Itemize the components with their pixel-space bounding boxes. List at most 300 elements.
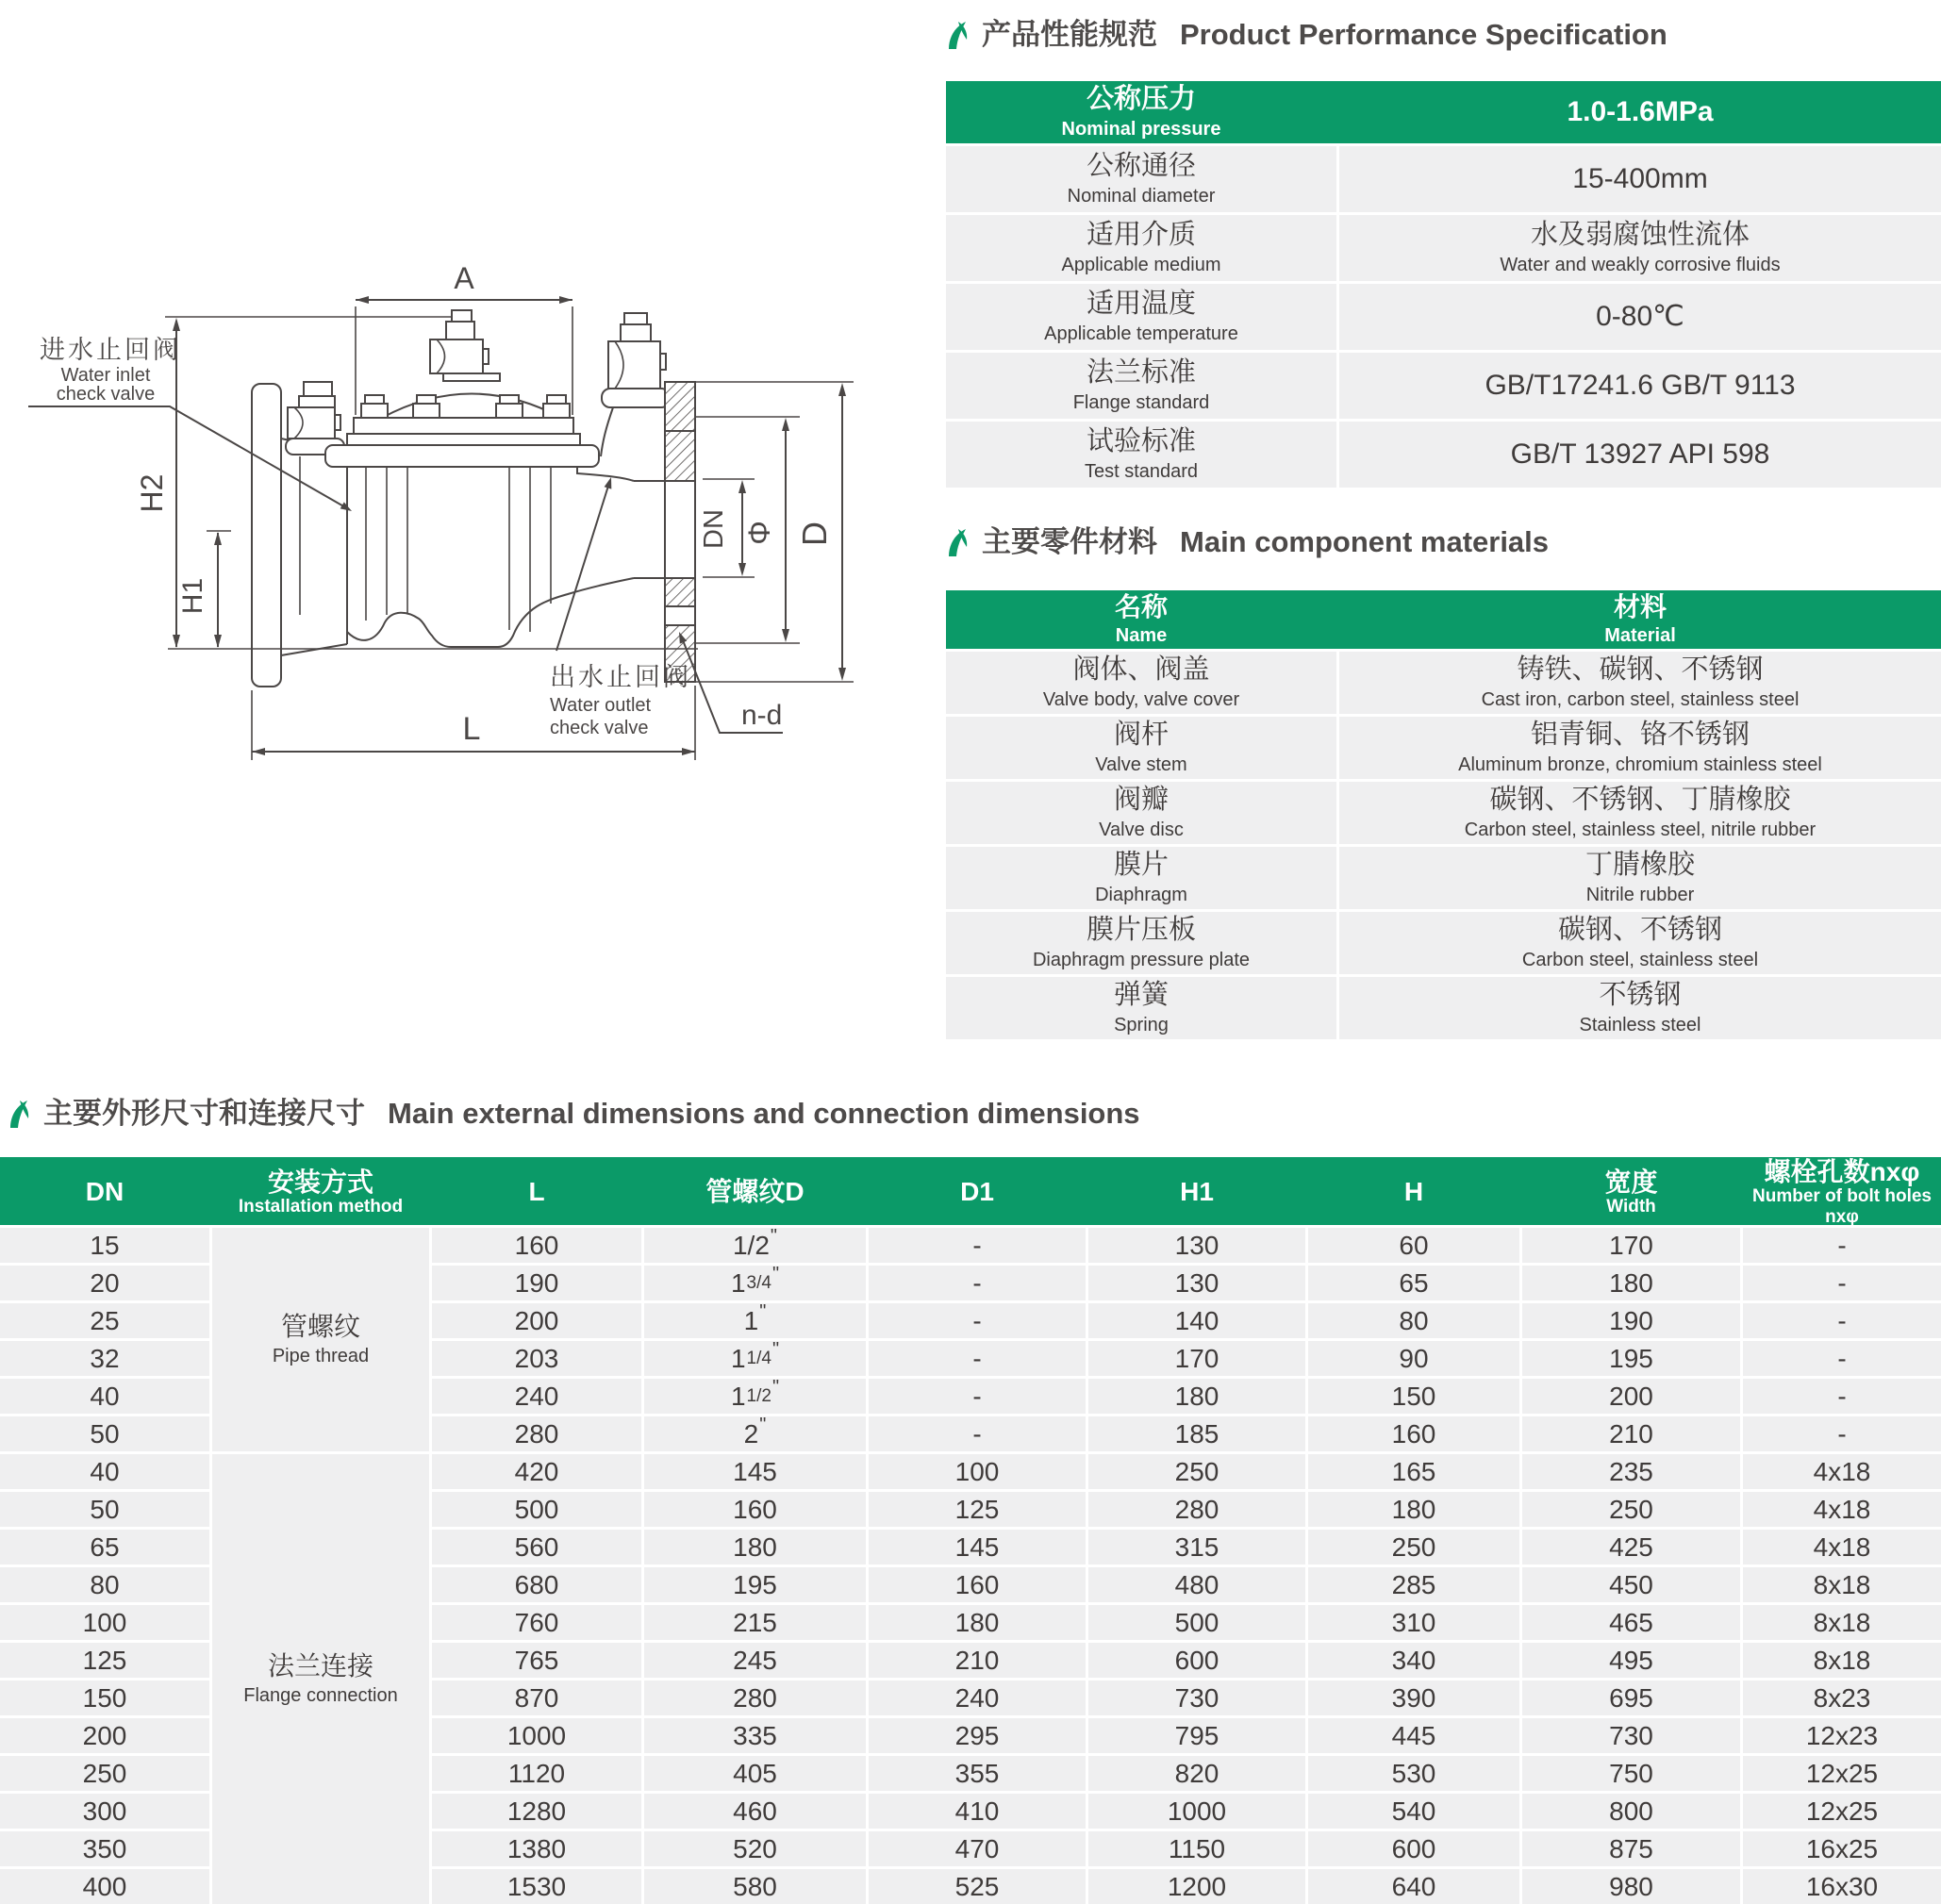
dim-cell-h: 640 bbox=[1308, 1869, 1519, 1904]
outlet-label-en2: check valve bbox=[550, 718, 649, 738]
dim-cell-thread-d bbox=[644, 1831, 866, 1866]
dim-cell-h1: 1000 bbox=[1088, 1794, 1305, 1829]
dim-cell-width: 195 bbox=[1522, 1341, 1740, 1376]
dim-header-d1: D1 bbox=[960, 1177, 994, 1207]
material-name-en: Spring bbox=[1114, 1014, 1169, 1035]
material-name-en: Valve body, valve cover bbox=[1042, 688, 1240, 710]
material-value-en: Cast iron, carbon steel, stainless steel bbox=[1481, 688, 1800, 710]
dim-cell-dn: 400 bbox=[0, 1869, 209, 1904]
valve-bonnet bbox=[325, 373, 599, 467]
thread-main: 1 bbox=[743, 1305, 759, 1335]
dim-cell-thread-d bbox=[644, 1643, 866, 1678]
dim-cell-d1: 180 bbox=[869, 1605, 1086, 1640]
install-method-en: Pipe thread bbox=[272, 1346, 370, 1367]
dim-cell-width: 425 bbox=[1522, 1530, 1740, 1565]
spec-label-en: Applicable medium bbox=[1061, 254, 1221, 275]
dim-cell-l: 1000 bbox=[432, 1718, 641, 1753]
dim-cell-width: 235 bbox=[1522, 1454, 1740, 1489]
section-title-en: Main external dimensions and connection dimensions bbox=[388, 1097, 1140, 1130]
dim-cell-l: 1530 bbox=[432, 1869, 641, 1904]
thread-fraction: 3/4 bbox=[746, 1272, 771, 1293]
dim-cell-l: 870 bbox=[432, 1680, 641, 1715]
dim-cell-d1: 295 bbox=[869, 1718, 1086, 1753]
section-title-zh: 主要外形尺寸和连接尺寸 bbox=[43, 1097, 365, 1130]
dim-label-L: L bbox=[462, 711, 481, 747]
dim-cell-h: 65 bbox=[1308, 1266, 1519, 1300]
dim-cell-h1: 1200 bbox=[1088, 1869, 1305, 1904]
dim-cell-bolt-holes: - bbox=[1743, 1341, 1941, 1376]
spec-value: GB/T17241.6 GB/T 9113 bbox=[1485, 369, 1796, 401]
material-value-zh: 碳钢、不锈钢、丁腈橡胶 bbox=[1489, 785, 1791, 816]
dim-cell-thread-d bbox=[644, 1680, 866, 1715]
dim-cell-h: 340 bbox=[1308, 1643, 1519, 1678]
section-title-en: Main component materials bbox=[1180, 525, 1550, 558]
thread-main: 520 bbox=[733, 1833, 777, 1863]
inch-mark: " bbox=[771, 1377, 780, 1398]
thread-main: 215 bbox=[733, 1607, 777, 1637]
spec-value-zh: 水及弱腐蚀性流体 bbox=[1530, 220, 1750, 251]
materials-table-body bbox=[946, 652, 1941, 1039]
thread-main: 280 bbox=[733, 1682, 777, 1713]
outlet-label-en1: Water outlet bbox=[550, 695, 652, 716]
material-value-zh: 铝青铜、铬不锈钢 bbox=[1530, 720, 1750, 751]
install-method-zh: 管螺纹 bbox=[280, 1311, 360, 1341]
material-row bbox=[946, 847, 1941, 909]
spec-value: 0-80℃ bbox=[1596, 300, 1684, 332]
spec-row bbox=[946, 215, 1941, 281]
dim-cell-width: 495 bbox=[1522, 1643, 1740, 1678]
spec-value: GB/T 13927 API 598 bbox=[1510, 438, 1770, 470]
dim-cell-dn: 32 bbox=[0, 1341, 209, 1376]
dim-cell-dn: 25 bbox=[0, 1303, 209, 1338]
spec-label-zh: 公称通径 bbox=[1086, 151, 1196, 182]
dim-cell-d1: 125 bbox=[869, 1492, 1086, 1527]
dim-cell-dn: 50 bbox=[0, 1416, 209, 1451]
spec-value: 1.0-1.6MPa bbox=[1567, 95, 1714, 127]
material-value-cell bbox=[1339, 717, 1941, 779]
section-title-zh: 产品性能规范 bbox=[982, 18, 1157, 51]
dimension-H1 bbox=[177, 531, 231, 648]
thread-main: 460 bbox=[733, 1796, 777, 1826]
water-inlet-check-valve-symbol bbox=[286, 382, 344, 455]
dim-cell-bolt-holes: - bbox=[1743, 1416, 1941, 1451]
dim-cell-h1: 185 bbox=[1088, 1416, 1305, 1451]
dim-cell-l: 420 bbox=[432, 1454, 641, 1489]
inch-mark: " bbox=[771, 1339, 780, 1360]
header-material-en: Material bbox=[1604, 625, 1676, 647]
dim-cell-d1: - bbox=[869, 1303, 1086, 1338]
section-title-zh: 主要零件材料 bbox=[982, 525, 1157, 558]
dim-cell-l: 560 bbox=[432, 1530, 641, 1565]
material-row bbox=[946, 977, 1941, 1039]
material-name-zh: 阀瓣 bbox=[1113, 785, 1169, 816]
dim-cell-d1: - bbox=[869, 1341, 1086, 1376]
outlet-label-zh: 出水止回阀 bbox=[550, 663, 691, 691]
dim-cell-thread-d bbox=[644, 1341, 866, 1376]
dim-cell-width: 170 bbox=[1522, 1228, 1740, 1263]
dim-cell-h1: 280 bbox=[1088, 1492, 1305, 1527]
dim-cell-bolt-holes: 12x25 bbox=[1743, 1794, 1941, 1829]
dim-cell-d1: 100 bbox=[869, 1454, 1086, 1489]
section-title-en: Product Performance Specification bbox=[1180, 18, 1667, 51]
material-name-en: Diaphragm pressure plate bbox=[1032, 949, 1251, 970]
dim-cell-l: 280 bbox=[432, 1416, 641, 1451]
dim-cell-d1: 210 bbox=[869, 1643, 1086, 1678]
material-value-cell bbox=[1339, 977, 1941, 1039]
install-method-group-cell bbox=[212, 1228, 429, 1451]
materials-header-material bbox=[1339, 590, 1941, 649]
thread-main: 160 bbox=[733, 1494, 777, 1524]
header-name-en: Name bbox=[1115, 625, 1168, 647]
dim-cell-bolt-holes: - bbox=[1743, 1266, 1941, 1300]
material-value-zh: 丁腈橡胶 bbox=[1584, 850, 1695, 881]
dim-cell-h: 80 bbox=[1308, 1303, 1519, 1338]
thread-main: 405 bbox=[733, 1758, 777, 1788]
dimensions-table-body bbox=[0, 1228, 1941, 1904]
dim-cell-h1: 500 bbox=[1088, 1605, 1305, 1640]
dim-header-l: L bbox=[528, 1177, 545, 1207]
spec-label-zh: 适用介质 bbox=[1086, 220, 1196, 251]
header-name-zh: 名称 bbox=[1114, 591, 1168, 621]
thread-main: 1 bbox=[730, 1343, 746, 1373]
dim-cell-h1: 170 bbox=[1088, 1341, 1305, 1376]
header-material-zh: 材料 bbox=[1613, 591, 1667, 621]
section-title-materials bbox=[946, 526, 1549, 558]
dim-cell-h1: 600 bbox=[1088, 1643, 1305, 1678]
material-value-en: Carbon steel, stainless steel, nitrile rubber bbox=[1464, 819, 1817, 840]
thread-main: 180 bbox=[733, 1531, 777, 1562]
dim-cell-dn: 300 bbox=[0, 1794, 209, 1829]
spec-label-zh: 适用温度 bbox=[1086, 289, 1196, 320]
dim-cell-bolt-holes: 16x30 bbox=[1743, 1869, 1941, 1904]
material-value-zh: 碳钢、不锈钢 bbox=[1557, 915, 1722, 946]
dim-cell-dn: 15 bbox=[0, 1228, 209, 1263]
material-value-en: Carbon steel, stainless steel bbox=[1521, 949, 1759, 970]
dim-cell-dn: 250 bbox=[0, 1756, 209, 1791]
leaf-icon bbox=[8, 1100, 30, 1130]
dim-cell-thread-d bbox=[644, 1303, 866, 1338]
dim-cell-h1: 130 bbox=[1088, 1266, 1305, 1300]
material-value-cell bbox=[1339, 782, 1941, 844]
dim-cell-h: 445 bbox=[1308, 1718, 1519, 1753]
spec-label-zh: 法兰标准 bbox=[1086, 357, 1196, 389]
material-row bbox=[946, 912, 1941, 974]
dim-cell-d1: 160 bbox=[869, 1567, 1086, 1602]
thread-fraction: 1/2 bbox=[746, 1385, 771, 1406]
dim-cell-h: 90 bbox=[1308, 1341, 1519, 1376]
dim-cell-bolt-holes: - bbox=[1743, 1303, 1941, 1338]
dim-cell-d1: 145 bbox=[869, 1530, 1086, 1565]
dim-label-phi: Φ bbox=[742, 521, 776, 545]
dim-cell-l: 1280 bbox=[432, 1794, 641, 1829]
dim-cell-d1: 470 bbox=[869, 1831, 1086, 1866]
material-value-en: Stainless steel bbox=[1579, 1014, 1701, 1035]
spec-row bbox=[946, 353, 1941, 419]
dim-cell-thread-d bbox=[644, 1605, 866, 1640]
thread-main: 245 bbox=[733, 1645, 777, 1675]
dim-cell-width: 875 bbox=[1522, 1831, 1740, 1866]
material-name-en: Valve stem bbox=[1095, 753, 1187, 775]
dim-cell-bolt-holes: 8x18 bbox=[1743, 1567, 1941, 1602]
materials-table-header bbox=[946, 590, 1941, 649]
dim-cell-width: 750 bbox=[1522, 1756, 1740, 1791]
dim-cell-width: 250 bbox=[1522, 1492, 1740, 1527]
dim-cell-l: 1380 bbox=[432, 1831, 641, 1866]
dim-cell-bolt-holes: - bbox=[1743, 1228, 1941, 1263]
dim-cell-h1: 730 bbox=[1088, 1680, 1305, 1715]
dimensions-table-header bbox=[0, 1157, 1941, 1225]
inch-mark: " bbox=[759, 1301, 767, 1322]
spec-value: 15-400mm bbox=[1572, 162, 1708, 194]
spec-value-en: Water and weakly corrosive fluids bbox=[1500, 254, 1781, 275]
thread-main: 1 bbox=[730, 1381, 746, 1411]
performance-table bbox=[946, 81, 1941, 490]
material-name-cell bbox=[946, 652, 1336, 714]
dim-cell-h1: 315 bbox=[1088, 1530, 1305, 1565]
valve-body bbox=[347, 467, 665, 647]
material-name-cell bbox=[946, 912, 1336, 974]
materials-header-name bbox=[946, 590, 1336, 649]
spec-label-zh: 公称压力 bbox=[1086, 84, 1196, 115]
dim-cell-h1: 820 bbox=[1088, 1756, 1305, 1791]
dim-cell-bolt-holes: 12x25 bbox=[1743, 1756, 1941, 1791]
dim-cell-h: 310 bbox=[1308, 1605, 1519, 1640]
dim-cell-h: 540 bbox=[1308, 1794, 1519, 1829]
inch-mark: " bbox=[759, 1415, 767, 1435]
material-name-en: Valve disc bbox=[1099, 819, 1184, 840]
dim-cell-width: 180 bbox=[1522, 1266, 1740, 1300]
dim-cell-d1: 240 bbox=[869, 1680, 1086, 1715]
dim-cell-h1: 795 bbox=[1088, 1718, 1305, 1753]
dim-cell-width: 695 bbox=[1522, 1680, 1740, 1715]
spec-row bbox=[946, 81, 1941, 143]
dim-label-D: D bbox=[795, 522, 834, 546]
dim-cell-bolt-holes: 8x18 bbox=[1743, 1643, 1941, 1678]
spec-label-cell bbox=[946, 422, 1336, 488]
spec-label-en: Test standard bbox=[1084, 460, 1199, 482]
dim-cell-h: 530 bbox=[1308, 1756, 1519, 1791]
material-name-cell bbox=[946, 717, 1336, 779]
material-name-zh: 阀杆 bbox=[1113, 720, 1169, 751]
section-title-performance bbox=[946, 19, 1667, 51]
dim-cell-h: 160 bbox=[1308, 1416, 1519, 1451]
material-value-en: Aluminum bronze, chromium stainless steel bbox=[1458, 753, 1822, 775]
dim-cell-thread-d bbox=[644, 1718, 866, 1753]
dim-cell-h: 60 bbox=[1308, 1228, 1519, 1263]
dim-cell-thread-d bbox=[644, 1567, 866, 1602]
dim-cell-dn: 40 bbox=[0, 1454, 209, 1489]
dim-header-h1: H1 bbox=[1180, 1177, 1214, 1207]
dim-cell-width: 450 bbox=[1522, 1567, 1740, 1602]
dim-cell-bolt-holes: 12x23 bbox=[1743, 1718, 1941, 1753]
dim-cell-h: 390 bbox=[1308, 1680, 1519, 1715]
dim-cell-d1: - bbox=[869, 1416, 1086, 1451]
dim-cell-d1: - bbox=[869, 1379, 1086, 1414]
materials-table bbox=[946, 590, 1941, 1042]
spec-label-cell bbox=[946, 146, 1336, 212]
inch-mark: " bbox=[770, 1226, 778, 1247]
dim-cell-dn: 125 bbox=[0, 1643, 209, 1678]
dimensions-table bbox=[0, 1157, 1941, 1904]
dim-cell-d1: 410 bbox=[869, 1794, 1086, 1829]
dim-cell-h1: 140 bbox=[1088, 1303, 1305, 1338]
dim-cell-l: 1120 bbox=[432, 1756, 641, 1791]
dim-label-H2: H2 bbox=[135, 473, 169, 513]
install-method-group-cell bbox=[212, 1454, 429, 1904]
pilot-valve-symbol bbox=[430, 310, 489, 373]
material-value-zh: 不锈钢 bbox=[1599, 980, 1682, 1011]
dim-label-nd: n-d bbox=[741, 700, 783, 731]
spec-label-en: Flange standard bbox=[1072, 391, 1210, 413]
inlet-label-en1: Water inlet bbox=[60, 365, 151, 386]
dim-cell-l: 240 bbox=[432, 1379, 641, 1414]
spec-row bbox=[946, 284, 1941, 350]
material-row bbox=[946, 717, 1941, 779]
dim-cell-thread-d bbox=[644, 1454, 866, 1489]
dim-cell-bolt-holes: 16x25 bbox=[1743, 1831, 1941, 1866]
material-name-zh: 弹簧 bbox=[1113, 980, 1169, 1011]
dim-cell-l: 190 bbox=[432, 1266, 641, 1300]
spec-label-en: Nominal pressure bbox=[1061, 118, 1221, 140]
spec-value-cell bbox=[1339, 146, 1941, 212]
dim-cell-l: 200 bbox=[432, 1303, 641, 1338]
dim-label-A: A bbox=[454, 261, 474, 295]
dim-label-H1: H1 bbox=[177, 577, 208, 615]
spec-label-zh: 试验标准 bbox=[1086, 426, 1196, 457]
dim-cell-thread-d bbox=[644, 1379, 866, 1414]
dim-cell-thread-d bbox=[644, 1530, 866, 1565]
dim-cell-h: 150 bbox=[1308, 1379, 1519, 1414]
material-value-cell bbox=[1339, 847, 1941, 909]
dim-cell-width: 980 bbox=[1522, 1869, 1740, 1904]
dim-cell-bolt-holes: 4x18 bbox=[1743, 1454, 1941, 1489]
dim-cell-bolt-holes: 4x18 bbox=[1743, 1530, 1941, 1565]
install-method-zh: 法兰连接 bbox=[267, 1650, 373, 1680]
inlet-label-en2: check valve bbox=[56, 384, 156, 405]
dim-cell-h: 285 bbox=[1308, 1567, 1519, 1602]
material-name-cell bbox=[946, 782, 1336, 844]
dim-header-width: 宽度 Width bbox=[1604, 1167, 1658, 1217]
material-name-cell bbox=[946, 977, 1336, 1039]
dim-cell-d1: 355 bbox=[869, 1756, 1086, 1791]
dim-cell-dn: 200 bbox=[0, 1718, 209, 1753]
dim-cell-bolt-holes: - bbox=[1743, 1379, 1941, 1414]
material-value-en: Nitrile rubber bbox=[1585, 884, 1695, 905]
material-name-zh: 阀体、阀盖 bbox=[1072, 654, 1210, 686]
leaf-icon bbox=[946, 21, 969, 51]
material-name-en: Diaphragm bbox=[1095, 884, 1187, 905]
dim-cell-l: 160 bbox=[432, 1228, 641, 1263]
dim-cell-d1: - bbox=[869, 1266, 1086, 1300]
dim-cell-dn: 350 bbox=[0, 1831, 209, 1866]
dim-cell-h1: 250 bbox=[1088, 1454, 1305, 1489]
spec-value-cell bbox=[1339, 81, 1941, 143]
thread-main: 1 bbox=[730, 1267, 746, 1298]
spec-label-cell bbox=[946, 81, 1336, 143]
dim-header-dn: DN bbox=[85, 1177, 124, 1207]
material-value-zh: 铸铁、碳钢、不锈钢 bbox=[1517, 654, 1764, 686]
dim-label-DN: DN bbox=[699, 509, 729, 549]
section-title-dimensions bbox=[8, 1098, 1140, 1130]
valve-technical-drawing bbox=[0, 226, 896, 773]
thread-main: 580 bbox=[733, 1871, 777, 1901]
material-name-cell bbox=[946, 847, 1336, 909]
dim-cell-width: 190 bbox=[1522, 1303, 1740, 1338]
dim-cell-dn: 80 bbox=[0, 1567, 209, 1602]
spec-row bbox=[946, 422, 1941, 488]
dim-cell-width: 465 bbox=[1522, 1605, 1740, 1640]
dim-cell-thread-d bbox=[644, 1794, 866, 1829]
dim-header-bolt-holes: 螺栓孔数nxφ Number of bolt holes nxφ bbox=[1752, 1157, 1932, 1227]
material-name-zh: 膜片 bbox=[1113, 850, 1169, 881]
dim-cell-h1: 180 bbox=[1088, 1379, 1305, 1414]
dim-cell-width: 200 bbox=[1522, 1379, 1740, 1414]
spec-value-cell bbox=[1339, 284, 1941, 350]
spec-value-cell bbox=[1339, 353, 1941, 419]
dim-cell-h: 250 bbox=[1308, 1530, 1519, 1565]
dim-header-install: 安装方式 Installation method bbox=[238, 1167, 404, 1217]
thread-main: 2 bbox=[743, 1418, 759, 1449]
dim-header-thread-d: 管螺纹D bbox=[705, 1177, 805, 1207]
dim-cell-thread-d bbox=[644, 1416, 866, 1451]
dim-cell-width: 800 bbox=[1522, 1794, 1740, 1829]
spec-label-cell bbox=[946, 284, 1336, 350]
inch-mark: " bbox=[771, 1264, 780, 1284]
material-value-cell bbox=[1339, 912, 1941, 974]
dim-cell-d1: - bbox=[869, 1228, 1086, 1263]
dim-cell-h: 600 bbox=[1308, 1831, 1519, 1866]
spec-label-cell bbox=[946, 353, 1336, 419]
thread-main: 195 bbox=[733, 1569, 777, 1599]
spec-label-en: Nominal diameter bbox=[1067, 185, 1216, 207]
spec-label-cell bbox=[946, 215, 1336, 281]
thread-main: 1/2 bbox=[732, 1230, 770, 1260]
leaf-icon bbox=[946, 528, 969, 558]
dim-cell-width: 730 bbox=[1522, 1718, 1740, 1753]
dim-cell-bolt-holes: 4x18 bbox=[1743, 1492, 1941, 1527]
inlet-label-zh: 进水止回阀 bbox=[40, 336, 181, 364]
dim-cell-bolt-holes: 8x18 bbox=[1743, 1605, 1941, 1640]
dim-cell-dn: 150 bbox=[0, 1680, 209, 1715]
dim-cell-d1: 525 bbox=[869, 1869, 1086, 1904]
install-method-en: Flange connection bbox=[243, 1685, 398, 1707]
material-value-cell bbox=[1339, 652, 1941, 714]
dim-cell-bolt-holes: 8x23 bbox=[1743, 1680, 1941, 1715]
dim-cell-thread-d bbox=[644, 1869, 866, 1904]
dim-cell-thread-d bbox=[644, 1266, 866, 1300]
dim-cell-h1: 480 bbox=[1088, 1567, 1305, 1602]
spec-label-en: Applicable temperature bbox=[1044, 323, 1238, 344]
dim-cell-l: 765 bbox=[432, 1643, 641, 1678]
dim-cell-h1: 130 bbox=[1088, 1228, 1305, 1263]
dim-cell-dn: 65 bbox=[0, 1530, 209, 1565]
material-row bbox=[946, 652, 1941, 714]
material-name-zh: 膜片压板 bbox=[1086, 915, 1196, 946]
material-row bbox=[946, 782, 1941, 844]
dim-cell-thread-d bbox=[644, 1756, 866, 1791]
water-outlet-check-valve-symbol bbox=[601, 313, 670, 456]
dim-cell-l: 760 bbox=[432, 1605, 641, 1640]
dim-header-h: H bbox=[1403, 1177, 1424, 1207]
dim-cell-l: 203 bbox=[432, 1341, 641, 1376]
spec-row bbox=[946, 146, 1941, 212]
dim-cell-width: 210 bbox=[1522, 1416, 1740, 1451]
dim-cell-thread-d bbox=[644, 1228, 866, 1263]
thread-main: 145 bbox=[733, 1456, 777, 1486]
spec-value-cell bbox=[1339, 215, 1941, 281]
dim-cell-h: 180 bbox=[1308, 1492, 1519, 1527]
spec-value-cell bbox=[1339, 422, 1941, 488]
